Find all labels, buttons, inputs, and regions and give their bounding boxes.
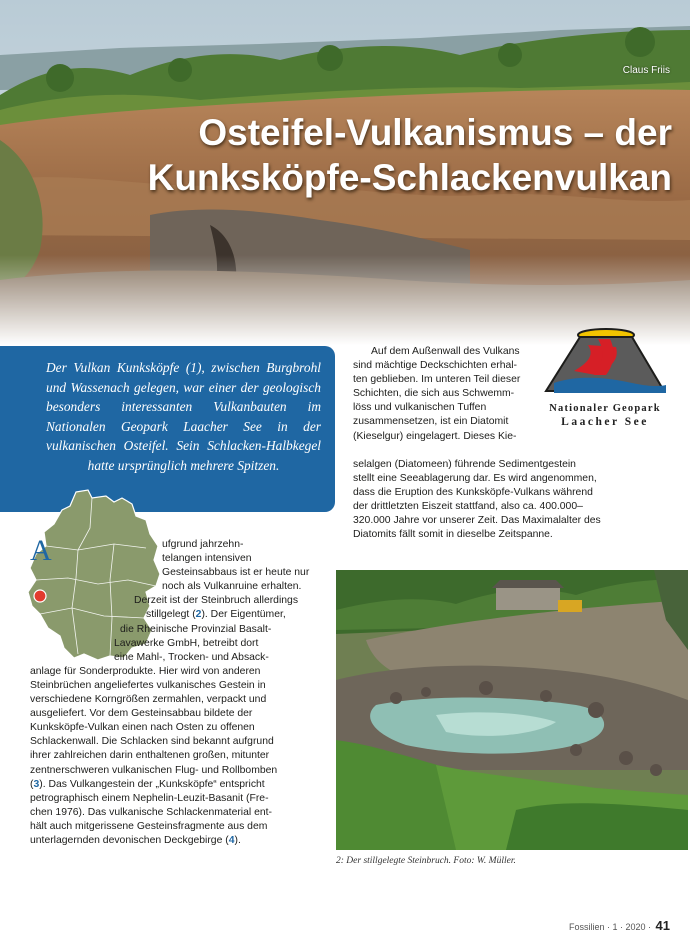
- article-title-line1: Osteifel-Vulkanismus – der: [198, 112, 672, 153]
- figure-ref-2: 2: [195, 609, 202, 621]
- body-line: selalgen (Diatomeen) führende Sedimentgestein: [353, 459, 576, 470]
- article-title-line2: Kunksköpfe-Schlackenvulkan: [147, 157, 672, 198]
- body-line: die Rheinische Provinzial Basalt-: [120, 623, 272, 635]
- body-line: hält auch mitgerissene Gesteinsfragmente aus dem: [30, 820, 268, 832]
- body-line: löss und vulkanischen Tuffen: [353, 402, 487, 414]
- article-title: [0, 110, 672, 200]
- body-line: anlage für Sonderprodukte. Hier wird von anderen: [30, 665, 261, 677]
- body-line: ausgeliefert. Vor dem Gesteinsabbau bildete der: [30, 708, 253, 720]
- body-line: zusammensetzen, ist ein Diatomit: [353, 416, 509, 428]
- body-line: unterlagernden devonischen Deckgebirge (4).: [30, 834, 241, 846]
- body-line: (Kieselgur) eingelagert. Dieses Kie-: [353, 430, 517, 442]
- lead-text: Der Vulkan Kunksköpfe (1), zwischen Burgbrohl und Wassenach gelegen, war einer der geologisch besonders interessanten Vulkanbauten im Nationalen Geopark Laacher See in der vulkanischen Osteifel. Sein Schlacken-Halbkegel hatte ursprünglich mehrere Spitzen.: [46, 360, 321, 473]
- body-line: Schichten, die sich aus Schwemm-: [353, 388, 515, 400]
- figure-ref-4: 4: [228, 834, 235, 846]
- body-line: zentnerschweren vulkanischen Flug- und Rollbomben: [30, 764, 278, 776]
- abandoned-quarry-image: [336, 570, 688, 850]
- body-line: telangen intensiven: [162, 553, 252, 565]
- body-line: stillgelegt (2). Der Eigentümer,: [146, 609, 286, 621]
- body-line: der drittletzten Eiszeit stattfand, also ca. 400.000–: [353, 501, 583, 513]
- page-number: 41: [655, 918, 670, 933]
- body-line: (3). Das Vulkangestein der „Kunksköpfe“ entspricht: [30, 778, 265, 790]
- body-line: dass die Eruption des Kunksköpfe-Vulkans während: [353, 487, 593, 499]
- body-line: ten geblieben. Im unteren Teil dieser: [353, 374, 521, 386]
- body-line: Schlackenwall. Die Schlacken sind bekannt aufgrund: [30, 736, 274, 748]
- body-line: Gesteinsabbaus ist er heute nur: [162, 567, 310, 579]
- volcano-logo-icon: [536, 325, 674, 403]
- drop-cap: A: [30, 534, 52, 567]
- geopark-logo: [536, 325, 674, 433]
- body-text-left: [30, 534, 330, 848]
- quarry-photo: [336, 570, 688, 850]
- body-line: sind mächtige Deckschichten erhal-: [353, 360, 518, 372]
- logo-text-line2: Laacher See: [561, 416, 649, 428]
- body-line: Kunksköpfe-Vulkan einen nach Osten zu offenen: [30, 722, 255, 734]
- body-line: Derzeit ist der Steinbruch allerdings: [134, 595, 299, 607]
- body-line: verschiedene Korngrößen zermahlen, verpackt und: [30, 694, 267, 706]
- body-line: chen 1976). Das vulkanische Schlackenmaterial ent-: [30, 806, 272, 818]
- body-line: ihrer zahlreichen darin enthaltenen großen, mitunter: [30, 750, 270, 762]
- author-name: Claus Friis: [622, 65, 670, 76]
- body-line: petrographisch einem Nephelin-Leuzit-Basanit (Fre-: [30, 792, 269, 804]
- figure-ref-3: 3: [33, 778, 40, 790]
- journal-reference: Fossilien · 1 · 2020 ·: [568, 922, 652, 932]
- body-line: stellt eine Seeablagerung dar. Es wird angenommen,: [353, 473, 597, 485]
- body-line: Steinbrüchen angeliefertes vulkanisches Gestein in: [30, 679, 266, 691]
- body-line: Lavawerke GmbH, betreibt dort: [114, 637, 259, 649]
- body-line: 320.000 Jahre vor unserer Zeit. Das Maximalalter des: [353, 515, 601, 527]
- body-line: noch als Vulkanruine erhalten.: [162, 581, 302, 593]
- body-line: eine Mahl-, Trocken- und Absack-: [114, 651, 269, 663]
- hero-photo: [0, 0, 690, 345]
- body-line: Auf dem Außenwall des Vulkans: [371, 346, 520, 357]
- page-footer: [569, 918, 670, 933]
- body-text-right-bottom: [353, 458, 671, 543]
- photo-caption: 2: Der stillgelegte Steinbruch. Foto: W. Müller.: [336, 856, 516, 866]
- body-line: ufgrund jahrzehn-: [162, 539, 244, 550]
- logo-text-line1: Nationaler Geopark: [549, 403, 661, 414]
- body-line: Diatomits fällt somit in dieselbe Zeitspanne.: [353, 529, 553, 541]
